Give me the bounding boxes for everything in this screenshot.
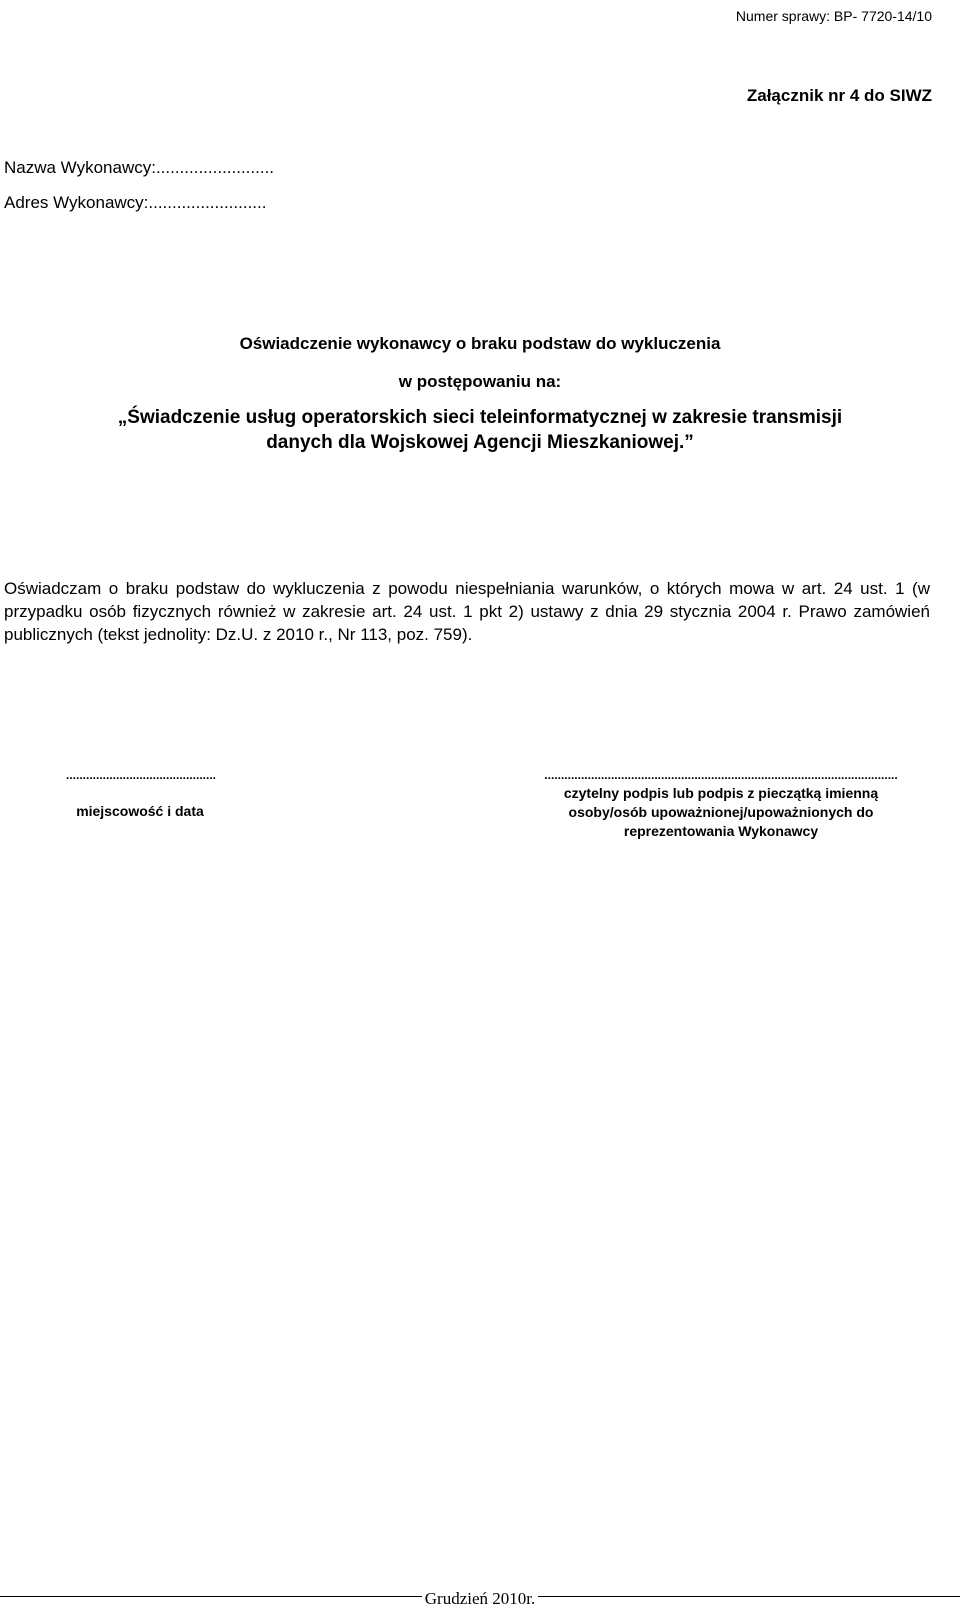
case-number: Numer sprawy: BP- 7720-14/10 <box>735 8 932 24</box>
declaration-body: Oświadczam o braku podstaw do wykluczenia z powodu niespełniania warunków, o których mowa w art. 24 ust. 1 (w przypadku osób fizycznych również w zakresie art. 24 ust. 1 pkt 2) ustawy z dnia 29 stycznia 2004 r. Prawo zamówień publicznych (tekst jednolity: Dz.U. z 2010 r., Nr 113, poz. 759). <box>4 579 930 644</box>
signature-label-line-2: osoby/osób upoważnionej/upoważnionych do <box>568 804 874 820</box>
contractor-name-field: Nazwa Wykonawcy:......................... <box>4 158 275 177</box>
signature-label-line-3: reprezentowania Wykonawcy <box>623 823 819 839</box>
attachment-title: Załącznik nr 4 do SIWZ <box>746 86 932 105</box>
declaration-subtitle: w postępowaniu na: <box>398 372 562 391</box>
contractor-address-field: Adres Wykonawcy:......................... <box>4 193 267 212</box>
procurement-subject <box>0 405 960 455</box>
footer <box>0 1589 960 1609</box>
signature-label-line-1: czytelny podpis lub podpis z pieczątką imienną <box>563 785 879 801</box>
procurement-subject-line-1: „Świadczenie usług operatorskich sieci teleinformatycznej w zakresie transmisji <box>117 407 843 428</box>
place-date-label: miejscowość i data <box>76 803 204 819</box>
procurement-subject-line-2: danych dla Wojskowej Agencji Mieszkaniowej.” <box>266 432 694 453</box>
place-date-signature-line: ............................................. <box>65 768 217 782</box>
footer-date: Grudzień 2010r. <box>422 1589 538 1608</box>
signature-line: .......................................................................................................... <box>544 768 898 782</box>
declaration-title: Oświadczenie wykonawcy o braku podstaw do wykluczenia <box>239 334 721 353</box>
signature-label <box>512 784 930 841</box>
